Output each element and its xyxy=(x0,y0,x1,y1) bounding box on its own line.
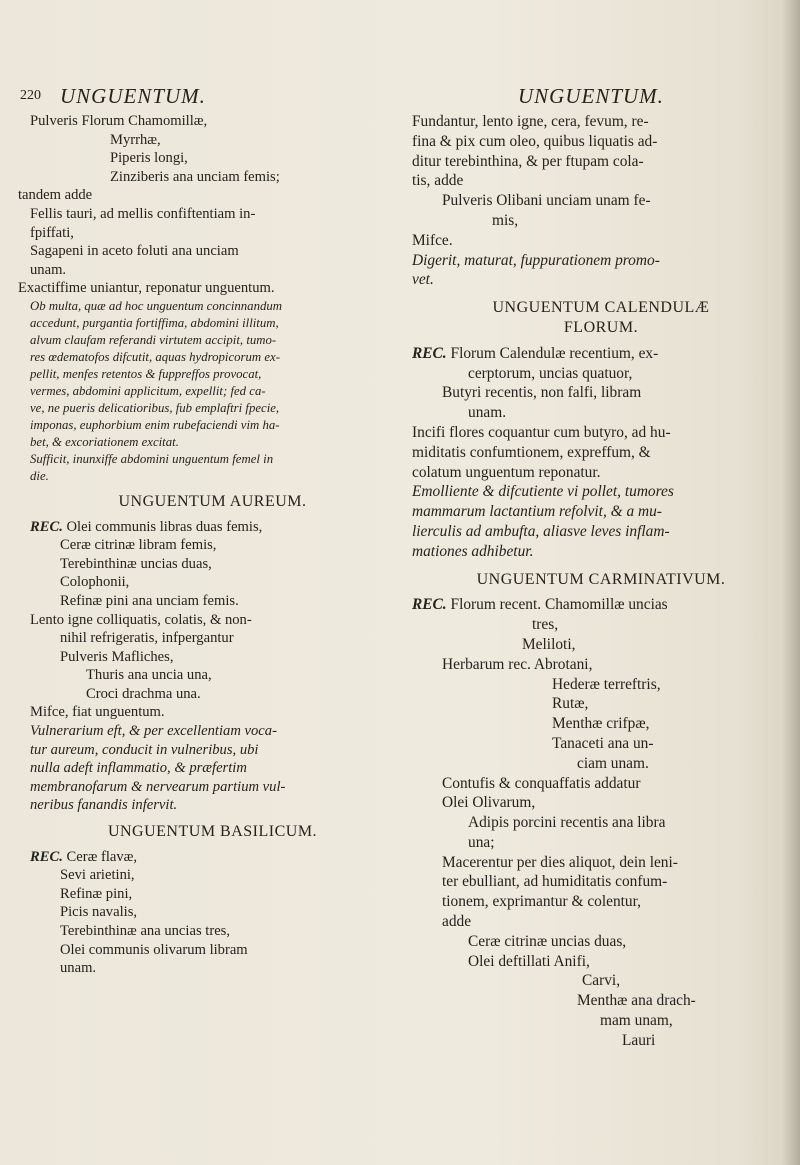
rec-label: REC. xyxy=(412,344,447,362)
text-line: Thuris ana uncia una, xyxy=(86,667,212,684)
text-line: Exactiffime uniantur, reponatur unguentum. xyxy=(18,280,275,297)
text-line: Terebinthinæ uncias duas, xyxy=(60,555,212,572)
text-line: neribus fanandis infervit. xyxy=(30,797,178,814)
text-line: Vulnerarium eft, & per excellentiam voca- xyxy=(30,723,277,740)
section-title: UNGUENTUM AUREUM. xyxy=(118,492,307,510)
rec-label: REC. xyxy=(30,848,63,865)
text-line: tis, adde xyxy=(412,172,464,190)
text-line: ve, ne pueris delicatioribus, fub emplaftri fpecie, xyxy=(30,400,280,415)
text-line: Ob multa, quæ ad hoc unguentum concinnandum xyxy=(30,298,283,313)
text-line: imponas, euphorbium enim rubefaciendi vim ha- xyxy=(30,417,280,432)
italic-note xyxy=(30,722,395,815)
text-line: una; xyxy=(468,833,495,851)
text-line: Meliloti, xyxy=(522,635,576,653)
text-line: membranofarum & nervearum partium vul- xyxy=(30,778,286,795)
text-line: Pulveris Florum Chamomillæ, xyxy=(30,113,208,129)
text-line: Refinæ pini ana unciam femis. xyxy=(60,592,239,609)
section-title: UNGUENTUM CARMINATIVUM. xyxy=(476,570,726,588)
text-line: ter ebulliant, ad humiditatis confum- xyxy=(442,873,668,891)
text-line: mam unam, xyxy=(600,1012,673,1030)
text-line: Myrrhæ, xyxy=(110,131,161,148)
text-line: Mifce, fiat unguentum. xyxy=(30,704,165,721)
recipe-ingredients xyxy=(412,595,790,1050)
page-number: 220 xyxy=(20,88,41,103)
text-line: Emolliente & difcutiente vi pollet, tumores xyxy=(412,483,674,501)
text-line: Colophonii, xyxy=(60,574,130,591)
recipe-ingredients xyxy=(18,112,395,298)
text-line: Olei communis olivarum libram xyxy=(60,941,248,958)
italic-note xyxy=(412,482,790,561)
rec-label: REC. xyxy=(30,518,63,535)
text-line: Herbarum rec. Abrotani, xyxy=(442,655,593,673)
text-line: ciam unam. xyxy=(577,754,649,772)
text-line: Pulveris Mafliches, xyxy=(60,648,174,665)
text-line: tres, xyxy=(532,616,559,634)
text-line: tionem, exprimantur & colentur, xyxy=(442,893,641,911)
text-line: tandem adde xyxy=(18,187,93,204)
text-line: mis, xyxy=(492,211,519,229)
text-line: Piperis longi, xyxy=(110,150,188,167)
text-line: accedunt, purgantia fortiffima, abdomini illitum, xyxy=(30,315,279,330)
recipe-ingredients xyxy=(30,848,395,978)
recipe-text xyxy=(412,112,790,251)
text-line: Ceræ flavæ, xyxy=(66,848,138,865)
text-line: Menthæ ana drach- xyxy=(577,992,696,1010)
text-line: adde xyxy=(442,913,472,931)
right-column xyxy=(412,112,790,1051)
text-line: Pulveris Olibani unciam unam fe- xyxy=(442,192,651,210)
text-line: unam. xyxy=(468,404,507,422)
text-line: unam. xyxy=(60,960,97,977)
text-line: Contufis & conquaffatis addatur xyxy=(442,774,641,792)
text-line: Lauri xyxy=(622,1031,656,1049)
text-line: lierculis ad ambufta, aliasve leves inflam- xyxy=(412,522,670,540)
text-line: colatum unguentum reponatur. xyxy=(412,463,601,481)
italic-note xyxy=(412,251,790,291)
text-line: nihil refrigeratis, infpergantur xyxy=(60,630,234,647)
text-line: Ceræ citrinæ libram femis, xyxy=(60,537,217,554)
text-line: res œdematofos difcutit, aquas hydropicorum ex- xyxy=(30,349,280,364)
text-line: Olei deftillati Anifi, xyxy=(468,952,590,970)
text-line: Menthæ crifpæ, xyxy=(552,715,650,733)
text-line: miditatis confumtionem, expreffum, & xyxy=(412,443,651,461)
text-line: Olei communis libras duas femis, xyxy=(66,518,263,535)
recipe-ingredients xyxy=(412,344,790,483)
text-line: Zinziberis ana unciam femis; xyxy=(110,168,280,185)
text-line: cerptorum, uncias quatuor, xyxy=(468,364,633,382)
text-line: Macerentur per dies aliquot, dein leni- xyxy=(442,853,678,871)
section-title: UNGUENTUM CALENDULÆ xyxy=(492,299,710,317)
text-line: Sagapeni in aceto foluti ana unciam xyxy=(30,243,239,260)
running-title-right: UNGUENTUM. xyxy=(518,84,664,108)
section-title: UNGUENTUM BASILICUM. xyxy=(107,823,318,841)
text-line: Mifce. xyxy=(412,231,453,249)
text-line: vet. xyxy=(412,271,434,289)
text-line: Tanaceti ana un- xyxy=(552,734,654,752)
text-line: unam. xyxy=(30,261,67,278)
text-line: Sevi arietini, xyxy=(60,867,135,884)
text-line: Hederæ terreftris, xyxy=(552,675,661,693)
text-line: Butyri recentis, non falfi, libram xyxy=(442,384,642,402)
text-line: mammarum lactantium refolvit, & a mu- xyxy=(412,503,662,521)
text-line: Refinæ pini, xyxy=(60,885,133,902)
rec-label: REC. xyxy=(412,596,447,614)
text-line: alvum claufam referandi virtutem accipit, tumo- xyxy=(30,332,277,347)
text-line: Sufficit, inunxiffe abdomini unguentum femel in xyxy=(30,451,274,466)
text-line: Picis navalis, xyxy=(60,904,138,921)
text-line: Croci drachma una. xyxy=(86,685,201,702)
running-title-left: UNGUENTUM. xyxy=(60,84,206,108)
text-line: ditur terebinthina, & per ftupam cola- xyxy=(412,152,644,170)
section-title-line2: FLORUM. xyxy=(563,318,639,336)
italic-note xyxy=(30,298,395,485)
text-line: Terebinthinæ ana uncias tres, xyxy=(60,923,230,939)
text-line: die. xyxy=(30,468,49,483)
text-line: Digerit, maturat, fuppurationem promo- xyxy=(412,251,660,269)
text-line: Olei Olivarum, xyxy=(442,794,536,812)
text-line: Adipis porcini recentis ana libra xyxy=(468,814,666,832)
text-line: mationes adhibetur. xyxy=(412,542,534,560)
text-line: Florum Calendulæ recentium, ex- xyxy=(450,344,659,362)
text-line: pellit, menfes retentos & fuppreffos provocat, xyxy=(30,366,262,381)
text-line: nulla adeft inflammatio, & præfertim xyxy=(30,760,247,777)
left-column xyxy=(18,112,395,978)
text-line: fina & pix cum oleo, quibus liquatis ad- xyxy=(412,132,658,150)
text-line: Rutæ, xyxy=(552,695,589,713)
recipe-ingredients xyxy=(30,518,395,723)
text-line: Ceræ citrinæ uncias duas, xyxy=(468,932,627,950)
text-line: Lento igne colliquatis, colatis, & non- xyxy=(30,611,252,628)
text-line: Fundantur, lento igne, cera, fevum, re- xyxy=(412,113,649,130)
text-line: Incifi flores coquantur cum butyro, ad hu- xyxy=(412,423,671,441)
text-line: fpiffati, xyxy=(30,224,74,241)
text-line: bet, & excoriationem excitat. xyxy=(30,434,179,449)
text-line: Florum recent. Chamomillæ uncias xyxy=(450,596,668,614)
text-line: vermes, abdomini applicitum, expellit; fed ca- xyxy=(30,383,266,398)
text-line: Carvi, xyxy=(582,972,621,990)
text-line: tur aureum, conducit in vulneribus, ubi xyxy=(30,741,259,758)
text-line: Fellis tauri, ad mellis confiftentiam in- xyxy=(30,205,256,222)
